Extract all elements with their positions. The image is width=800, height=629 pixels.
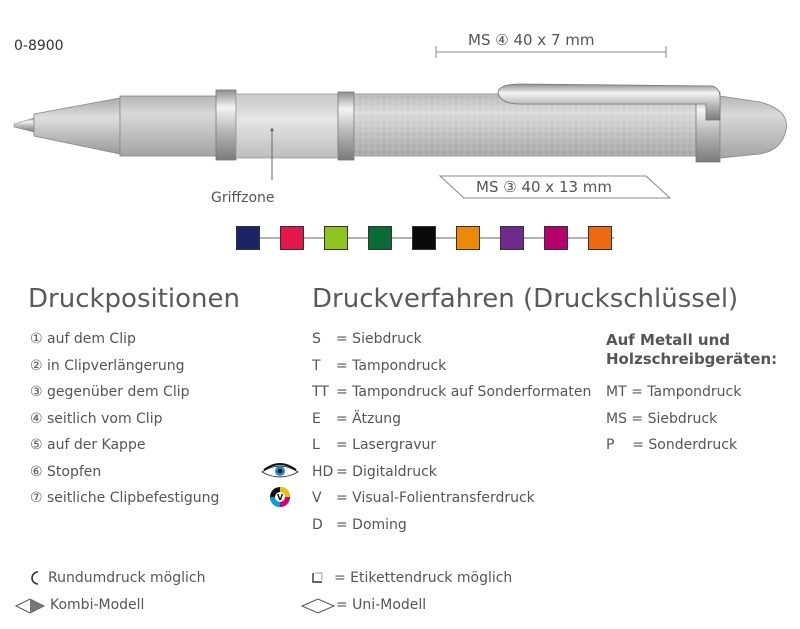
print-method-text: = Tampondruck auf Sonderformaten [336, 384, 592, 400]
legend-round-print: Rundumdruck möglich [48, 570, 206, 586]
print-method-code: D [312, 516, 323, 533]
svg-text:V: V [277, 493, 284, 502]
legend-kombi: Kombi-Modell [50, 597, 145, 613]
print-method-code: S [312, 331, 321, 347]
product-code: 0-8900 [14, 38, 64, 54]
print-position-item: ⑦ seitliche Clipbefestigung [30, 490, 220, 506]
visual-print-icon [268, 485, 294, 509]
eye-icon [260, 462, 300, 482]
ms3-label: MS ③ 40 x 13 mm [476, 178, 613, 196]
color-swatch-dark-orange[interactable] [588, 226, 612, 250]
color-swatch-purple[interactable] [500, 226, 524, 250]
heading-positions: Druckpositionen [28, 284, 240, 314]
print-method-code: TT [312, 384, 329, 400]
print-method-code: L [312, 437, 320, 453]
print-position-item: ③ gegenüber dem Clip [30, 384, 190, 400]
heading-methods: Druckverfahren (Druckschlüssel) [312, 284, 739, 314]
round-print-icon [28, 570, 44, 586]
print-method-code: E [312, 410, 321, 427]
print-position-item: ⑤ auf der Kappe [30, 437, 146, 453]
print-method-code: T [312, 357, 321, 374]
label-print-icon [310, 570, 326, 586]
pen-illustration [0, 80, 800, 180]
color-swatch-navy[interactable] [236, 226, 260, 250]
metal-print-item: MT = Tampondruck [606, 384, 742, 400]
print-method-text: = Digitaldruck [336, 463, 437, 480]
metal-wood-title [606, 331, 777, 369]
print-position-item: ⑥ Stopfen [30, 463, 102, 480]
print-method-text: = Siebdruck [336, 331, 422, 347]
metal-print-item: P = Sonderdruck [606, 437, 738, 453]
grip-zone-label: Griffzone [211, 190, 275, 206]
metal-title-line1: Auf Metall und [606, 331, 731, 349]
color-swatch-red[interactable] [280, 226, 304, 250]
color-swatch-lime[interactable] [324, 226, 348, 250]
ms4-label: MS ④ 40 x 7 mm [468, 31, 595, 49]
print-method-code: V [312, 490, 322, 506]
print-method-text: = Ätzung [336, 410, 401, 427]
uni-model-icon [300, 597, 336, 615]
kombi-model-icon [14, 597, 46, 615]
print-position-item: ② in Clipverlängerung [30, 357, 185, 374]
print-method-text: = Visual-Folientransferdruck [336, 490, 535, 506]
print-method-text: = Lasergravur [336, 437, 437, 453]
color-swatch-black[interactable] [412, 226, 436, 250]
metal-print-item: MS = Siebdruck [606, 410, 718, 427]
legend-uni: = Uni-Modell [336, 597, 427, 613]
color-swatch-orange[interactable] [456, 226, 480, 250]
legend-label-print: = Etikettendruck möglich [334, 570, 513, 586]
print-method-code: HD [312, 463, 334, 480]
color-swatch-green[interactable] [368, 226, 392, 250]
print-position-item: ① auf dem Clip [30, 331, 136, 347]
metal-title-line2: Holzschreibgeräten: [606, 350, 778, 368]
color-swatch-magenta[interactable] [544, 226, 568, 250]
print-method-text: = Tampondruck [336, 357, 447, 374]
print-position-item: ④ seitlich vom Clip [30, 410, 163, 427]
print-method-text: = Doming [336, 516, 407, 533]
